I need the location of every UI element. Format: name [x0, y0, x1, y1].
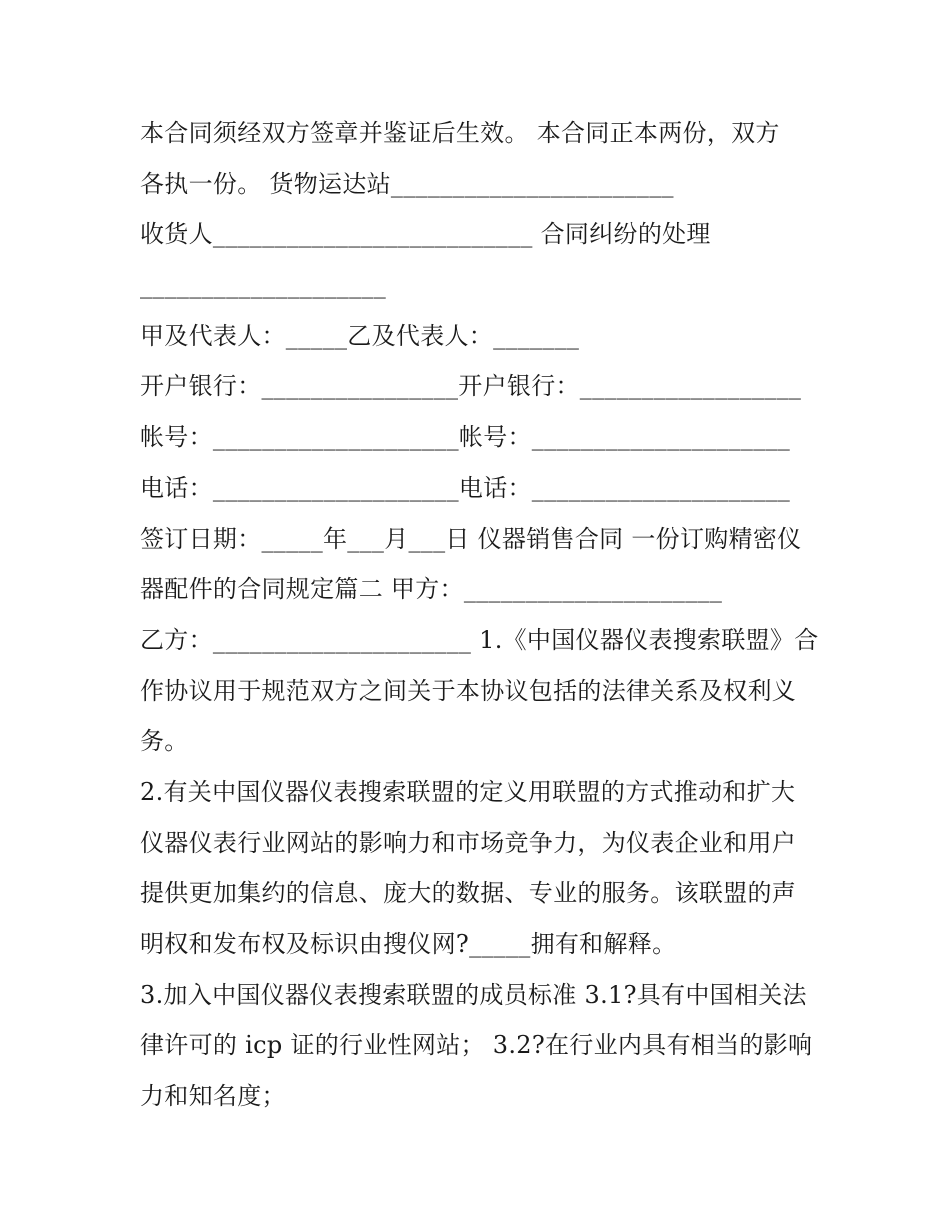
text-line: 乙方：_____________________ 1.《中国仪器仪表搜索联盟》合 [140, 625, 819, 654]
text-line: ____________________ [140, 271, 386, 300]
text-line: 提供更加集约的信息、庞大的数据、专业的服务。该联盟的声 [140, 879, 797, 908]
contract-body-text [140, 108, 820, 1122]
text-line: 3.加入中国仪器仪表搜索联盟的成员标准 3.1?具有中国相关法 [140, 980, 807, 1009]
text-line: 甲及代表人：_____乙及代表人：_______ [140, 321, 580, 350]
text-line: 签订日期：_____年___月___日 仪器销售合同 一份订购精密仪 [140, 524, 802, 553]
text-line: 开户银行：________________开户银行：__________________ [140, 372, 802, 401]
text-line: 力和知名度； [140, 1082, 286, 1111]
text-line: 帐号：____________________帐号：_____________________ [140, 423, 791, 452]
text-line: 本合同须经双方签章并鉴证后生效。 本合同正本两份，双方 [140, 119, 780, 147]
text-line: 律许可的 icp 证的行业性网站； 3.2?在行业内具有相当的影响 [140, 1031, 813, 1060]
text-line: 明权和发布权及标识由搜仪网?_____拥有和解释。 [140, 930, 677, 958]
text-line: 收货人__________________________ 合同纠纷的处理 [140, 220, 711, 249]
text-line: 作协议用于规范双方之间关于本协议包括的法律关系及权利义 [140, 676, 797, 705]
text-line: 器配件的合同规定篇二 甲方：_____________________ [140, 575, 723, 604]
text-line: 务。 [140, 727, 189, 756]
text-line: 仪器仪表行业网站的影响力和市场竞争力，为仪表企业和用户 [140, 828, 797, 857]
text-line: 电话：____________________电话：_____________________ [140, 473, 791, 502]
text-line: 各执一份。 货物运达站_______________________ [140, 169, 674, 198]
text-line: 2.有关中国仪器仪表搜索联盟的定义用联盟的方式推动和扩大 [140, 777, 796, 806]
